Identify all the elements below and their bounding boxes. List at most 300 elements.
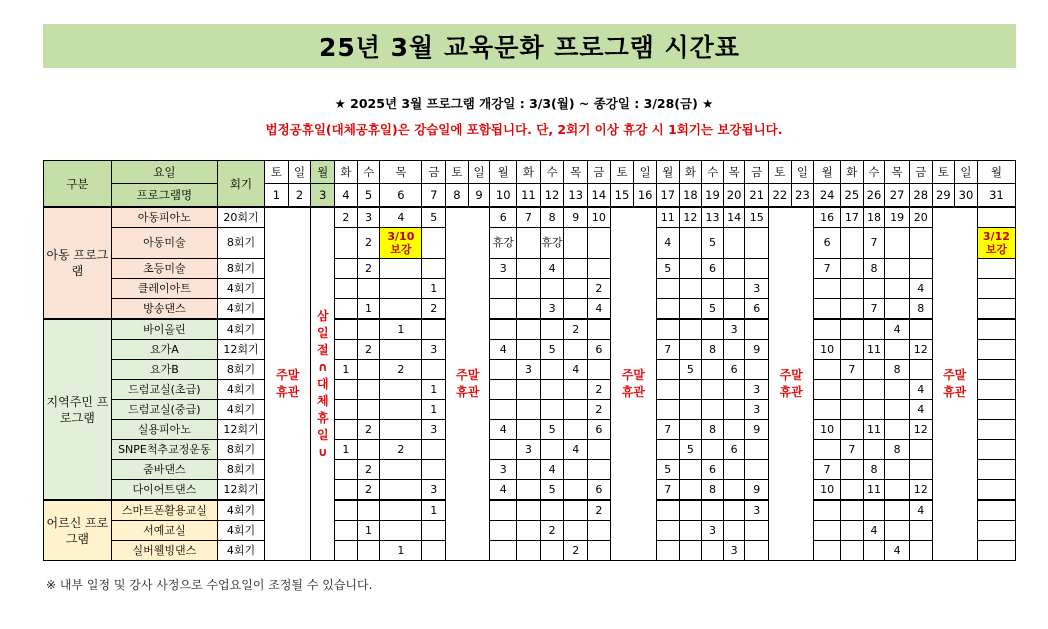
session-mark xyxy=(517,259,541,279)
session-mark xyxy=(490,440,517,460)
session-mark xyxy=(814,521,841,541)
date-cell: 9 xyxy=(468,184,490,208)
program-name: 방송댄스 xyxy=(111,299,217,320)
session-mark xyxy=(422,541,446,561)
session-mark xyxy=(540,360,564,380)
header-group: 구분 xyxy=(44,161,112,208)
session-mark: 6 xyxy=(745,299,769,320)
session-mark xyxy=(335,259,358,279)
session-mark xyxy=(679,420,702,440)
date-cell: 29 xyxy=(932,184,955,208)
session-count: 4회기 xyxy=(217,319,264,340)
date-cell: 11 xyxy=(517,184,541,208)
table-row xyxy=(44,360,1016,380)
session-mark xyxy=(380,340,422,360)
session-mark: 6 xyxy=(702,460,724,480)
session-mark xyxy=(841,259,864,279)
session-mark xyxy=(656,400,679,420)
session-count: 8회기 xyxy=(217,360,264,380)
session-mark: 3/10 보강 xyxy=(380,228,422,259)
session-mark xyxy=(517,541,541,561)
session-mark xyxy=(679,541,702,561)
session-mark xyxy=(841,541,864,561)
session-count: 4회기 xyxy=(217,541,264,561)
session-mark xyxy=(422,259,446,279)
program-name: 초등미술 xyxy=(111,259,217,279)
session-mark xyxy=(841,500,864,521)
session-mark xyxy=(380,521,422,541)
program-name: 클레이아트 xyxy=(111,279,217,299)
session-mark: 5 xyxy=(656,460,679,480)
session-mark xyxy=(977,460,1015,480)
session-mark xyxy=(357,400,380,420)
session-mark xyxy=(564,228,588,259)
session-mark: 1 xyxy=(422,400,446,420)
session-mark: 휴강 xyxy=(540,228,564,259)
session-mark xyxy=(841,299,864,320)
session-mark xyxy=(540,319,564,340)
holiday-closure: 삼일절∩대체휴일∪ xyxy=(311,207,335,561)
session-mark xyxy=(380,299,422,320)
session-mark: 10 xyxy=(814,480,841,501)
session-mark xyxy=(745,440,769,460)
session-mark xyxy=(885,420,910,440)
date-cell: 18 xyxy=(679,184,702,208)
date-cell: 7 xyxy=(422,184,446,208)
session-mark: 3/12 보강 xyxy=(977,228,1015,259)
session-count: 8회기 xyxy=(217,228,264,259)
weekday-cell: 토 xyxy=(446,161,469,184)
session-mark xyxy=(679,521,702,541)
session-mark xyxy=(885,460,910,480)
session-mark xyxy=(588,440,611,460)
session-mark: 3 xyxy=(517,360,541,380)
date-cell: 27 xyxy=(885,184,910,208)
session-mark: 8 xyxy=(863,259,885,279)
session-mark xyxy=(679,228,702,259)
date-cell: 2 xyxy=(288,184,311,208)
session-mark: 7 xyxy=(517,207,541,228)
session-mark xyxy=(588,541,611,561)
session-mark: 9 xyxy=(745,340,769,360)
program-name: 요가A xyxy=(111,340,217,360)
session-count: 4회기 xyxy=(217,521,264,541)
session-mark xyxy=(517,480,541,501)
session-mark xyxy=(909,319,932,340)
session-mark: 11 xyxy=(656,207,679,228)
session-mark: 10 xyxy=(814,420,841,440)
session-mark: 7 xyxy=(841,360,864,380)
session-mark xyxy=(909,541,932,561)
session-mark xyxy=(863,500,885,521)
weekday-cell: 토 xyxy=(610,161,634,184)
session-mark xyxy=(679,480,702,501)
weekday-cell: 화 xyxy=(517,161,541,184)
session-mark: 6 xyxy=(723,440,745,460)
weekend-closure: 주말 휴관 xyxy=(446,207,490,561)
session-mark xyxy=(656,380,679,400)
session-mark xyxy=(656,299,679,320)
session-mark xyxy=(517,380,541,400)
weekday-cell: 일 xyxy=(955,161,978,184)
session-mark xyxy=(745,541,769,561)
session-mark xyxy=(422,360,446,380)
session-mark: 9 xyxy=(745,420,769,440)
session-mark xyxy=(335,480,358,501)
session-mark: 4 xyxy=(490,480,517,501)
session-mark: 2 xyxy=(335,207,358,228)
date-cell: 16 xyxy=(634,184,657,208)
session-mark: 5 xyxy=(679,360,702,380)
weekday-cell: 수 xyxy=(702,161,724,184)
session-mark: 7 xyxy=(656,340,679,360)
table-row xyxy=(44,259,1016,279)
session-mark xyxy=(335,541,358,561)
session-mark: 8 xyxy=(702,480,724,501)
session-mark: 2 xyxy=(588,380,611,400)
program-name: 줌바댄스 xyxy=(111,460,217,480)
session-mark: 3 xyxy=(745,279,769,299)
session-mark: 4 xyxy=(885,319,910,340)
date-cell: 15 xyxy=(610,184,634,208)
weekday-cell: 월 xyxy=(814,161,841,184)
date-cell: 20 xyxy=(723,184,745,208)
session-mark xyxy=(656,440,679,460)
date-cell: 14 xyxy=(588,184,611,208)
session-mark xyxy=(490,360,517,380)
session-mark: 10 xyxy=(814,340,841,360)
session-mark: 5 xyxy=(679,440,702,460)
table-row xyxy=(44,207,1016,228)
session-mark: 6 xyxy=(814,228,841,259)
session-mark xyxy=(841,279,864,299)
weekday-cell: 토 xyxy=(932,161,955,184)
session-mark: 4 xyxy=(588,299,611,320)
program-name: 다이어트댄스 xyxy=(111,480,217,501)
session-mark: 7 xyxy=(863,299,885,320)
session-mark xyxy=(517,420,541,440)
session-mark: 8 xyxy=(885,360,910,380)
session-mark xyxy=(656,319,679,340)
session-mark: 6 xyxy=(588,420,611,440)
session-mark xyxy=(977,319,1015,340)
session-mark xyxy=(885,228,910,259)
session-mark: 8 xyxy=(702,340,724,360)
weekday-cell: 토 xyxy=(265,161,289,184)
session-mark xyxy=(517,340,541,360)
session-mark xyxy=(885,400,910,420)
session-mark xyxy=(885,299,910,320)
session-mark xyxy=(679,319,702,340)
session-mark: 2 xyxy=(357,480,380,501)
session-mark: 4 xyxy=(564,360,588,380)
session-mark xyxy=(490,400,517,420)
session-count: 12회기 xyxy=(217,340,264,360)
session-mark xyxy=(490,380,517,400)
session-mark xyxy=(540,380,564,400)
session-mark xyxy=(723,299,745,320)
session-mark xyxy=(380,460,422,480)
session-mark xyxy=(517,500,541,521)
session-mark: 2 xyxy=(564,319,588,340)
date-cell: 21 xyxy=(745,184,769,208)
session-mark xyxy=(702,541,724,561)
session-mark: 6 xyxy=(588,480,611,501)
session-mark xyxy=(745,521,769,541)
session-count: 4회기 xyxy=(217,400,264,420)
date-cell: 25 xyxy=(841,184,864,208)
group-label: 어르신 프로그램 xyxy=(44,500,112,561)
session-mark xyxy=(490,500,517,521)
session-mark: 2 xyxy=(588,500,611,521)
session-mark xyxy=(679,500,702,521)
session-mark xyxy=(841,228,864,259)
session-mark xyxy=(977,360,1015,380)
weekday-cell: 월 xyxy=(490,161,517,184)
table-row xyxy=(44,400,1016,420)
session-mark xyxy=(977,420,1015,440)
session-mark: 3 xyxy=(723,541,745,561)
session-mark: 13 xyxy=(702,207,724,228)
session-mark xyxy=(335,460,358,480)
session-count: 12회기 xyxy=(217,420,264,440)
session-mark: 1 xyxy=(422,380,446,400)
session-mark: 3 xyxy=(745,400,769,420)
session-mark xyxy=(723,259,745,279)
date-cell: 6 xyxy=(380,184,422,208)
session-mark xyxy=(841,340,864,360)
date-cell: 13 xyxy=(564,184,588,208)
session-mark: 11 xyxy=(863,420,885,440)
session-mark: 3 xyxy=(723,319,745,340)
session-mark: 1 xyxy=(380,541,422,561)
session-mark xyxy=(490,299,517,320)
session-mark: 12 xyxy=(679,207,702,228)
session-mark: 8 xyxy=(863,460,885,480)
session-mark: 12 xyxy=(909,480,932,501)
session-mark: 2 xyxy=(588,400,611,420)
session-mark: 3 xyxy=(490,460,517,480)
session-count: 20회기 xyxy=(217,207,264,228)
session-mark xyxy=(723,420,745,440)
session-mark: 1 xyxy=(357,299,380,320)
session-mark xyxy=(656,500,679,521)
date-cell: 3 xyxy=(311,184,335,208)
session-mark xyxy=(977,480,1015,501)
weekend-closure: 주말 휴관 xyxy=(610,207,656,561)
weekday-cell: 금 xyxy=(588,161,611,184)
session-mark xyxy=(745,460,769,480)
table-row xyxy=(44,279,1016,299)
session-mark xyxy=(977,500,1015,521)
session-mark xyxy=(357,319,380,340)
session-mark xyxy=(863,400,885,420)
weekday-cell: 수 xyxy=(863,161,885,184)
session-mark xyxy=(863,360,885,380)
session-mark xyxy=(841,480,864,501)
session-mark xyxy=(380,380,422,400)
session-mark xyxy=(564,420,588,440)
session-mark: 5 xyxy=(540,420,564,440)
date-cell: 24 xyxy=(814,184,841,208)
session-mark xyxy=(380,480,422,501)
session-mark: 11 xyxy=(863,480,885,501)
session-mark: 4 xyxy=(656,228,679,259)
session-mark xyxy=(814,541,841,561)
session-mark xyxy=(909,228,932,259)
session-count: 12회기 xyxy=(217,480,264,501)
session-mark: 2 xyxy=(380,360,422,380)
weekday-cell: 금 xyxy=(909,161,932,184)
weekday-cell: 일 xyxy=(634,161,657,184)
weekday-cell: 월 xyxy=(977,161,1015,184)
page-title: 25년 3월 교육문화 프로그램 시간표 xyxy=(43,24,1016,68)
session-mark xyxy=(517,299,541,320)
session-mark xyxy=(977,521,1015,541)
session-mark: 5 xyxy=(540,340,564,360)
session-mark xyxy=(909,440,932,460)
session-mark: 4 xyxy=(909,279,932,299)
session-mark: 7 xyxy=(841,440,864,460)
session-mark xyxy=(679,259,702,279)
weekday-cell: 목 xyxy=(723,161,745,184)
session-mark: 3 xyxy=(745,380,769,400)
date-cell: 31 xyxy=(977,184,1015,208)
session-mark xyxy=(679,299,702,320)
session-count: 4회기 xyxy=(217,500,264,521)
session-mark xyxy=(335,500,358,521)
session-mark xyxy=(490,541,517,561)
session-mark xyxy=(814,440,841,460)
session-mark xyxy=(702,360,724,380)
session-mark xyxy=(841,521,864,541)
session-mark xyxy=(723,228,745,259)
holiday-notice: 법정공휴일(대체공휴일)은 강습일에 포함됩니다. 단, 2회기 이상 휴강 시 1회기는 보강됩니다. xyxy=(265,122,783,137)
session-mark xyxy=(357,380,380,400)
session-mark: 2 xyxy=(540,521,564,541)
session-mark: 5 xyxy=(540,480,564,501)
session-mark xyxy=(723,340,745,360)
date-cell: 10 xyxy=(490,184,517,208)
session-mark xyxy=(745,319,769,340)
session-mark xyxy=(885,259,910,279)
session-mark: 5 xyxy=(656,259,679,279)
session-mark: 휴강 xyxy=(490,228,517,259)
session-mark xyxy=(540,440,564,460)
program-name: 요가B xyxy=(111,360,217,380)
date-cell: 8 xyxy=(446,184,469,208)
session-mark xyxy=(564,340,588,360)
session-mark xyxy=(564,259,588,279)
session-mark xyxy=(335,228,358,259)
session-mark xyxy=(380,259,422,279)
session-mark: 3 xyxy=(422,420,446,440)
session-mark xyxy=(588,521,611,541)
session-mark: 1 xyxy=(422,500,446,521)
session-mark: 7 xyxy=(656,480,679,501)
session-mark xyxy=(745,228,769,259)
session-mark: 12 xyxy=(909,420,932,440)
session-mark: 3 xyxy=(422,340,446,360)
session-mark: 4 xyxy=(863,521,885,541)
weekday-cell: 화 xyxy=(679,161,702,184)
session-mark xyxy=(380,420,422,440)
session-mark: 4 xyxy=(885,541,910,561)
session-mark: 4 xyxy=(909,400,932,420)
program-name: 아동미술 xyxy=(111,228,217,259)
session-mark: 7 xyxy=(814,460,841,480)
session-mark: 3 xyxy=(745,500,769,521)
weekday-cell: 일 xyxy=(791,161,814,184)
session-mark: 8 xyxy=(909,299,932,320)
session-mark xyxy=(517,521,541,541)
session-mark: 5 xyxy=(702,228,724,259)
session-mark xyxy=(814,319,841,340)
session-mark xyxy=(702,380,724,400)
session-mark xyxy=(863,541,885,561)
session-mark xyxy=(679,460,702,480)
session-count: 4회기 xyxy=(217,279,264,299)
session-mark xyxy=(745,360,769,380)
session-mark: 2 xyxy=(357,228,380,259)
weekday-cell: 화 xyxy=(841,161,864,184)
table-row xyxy=(44,541,1016,561)
program-name: 서예교실 xyxy=(111,521,217,541)
session-mark xyxy=(679,400,702,420)
session-mark xyxy=(588,360,611,380)
program-name: 실버웰빙댄스 xyxy=(111,541,217,561)
session-mark xyxy=(517,279,541,299)
session-mark xyxy=(863,440,885,460)
session-mark xyxy=(357,279,380,299)
session-mark xyxy=(380,279,422,299)
session-mark xyxy=(863,380,885,400)
session-mark: 5 xyxy=(702,299,724,320)
session-mark xyxy=(977,440,1015,460)
table-row xyxy=(44,440,1016,460)
session-mark xyxy=(723,400,745,420)
program-name: 드럼교실(중급) xyxy=(111,400,217,420)
session-mark: 4 xyxy=(909,500,932,521)
date-cell: 26 xyxy=(863,184,885,208)
session-mark: 6 xyxy=(588,340,611,360)
session-count: 4회기 xyxy=(217,299,264,320)
session-mark xyxy=(564,380,588,400)
session-mark xyxy=(656,360,679,380)
session-mark: 3 xyxy=(540,299,564,320)
date-cell: 12 xyxy=(540,184,564,208)
session-mark xyxy=(564,521,588,541)
session-mark: 12 xyxy=(909,340,932,360)
table-row xyxy=(44,480,1016,501)
session-mark xyxy=(540,500,564,521)
session-mark xyxy=(335,299,358,320)
table-row xyxy=(44,460,1016,480)
weekday-cell: 일 xyxy=(468,161,490,184)
session-mark xyxy=(841,400,864,420)
weekday-cell: 월 xyxy=(311,161,335,184)
date-cell: 1 xyxy=(265,184,289,208)
session-mark xyxy=(841,460,864,480)
session-mark xyxy=(909,259,932,279)
session-mark: 20 xyxy=(909,207,932,228)
session-mark xyxy=(702,400,724,420)
footnote: ※ 내부 일정 및 강사 사정으로 수업요일이 조정될 수 있습니다. xyxy=(46,578,373,592)
session-mark xyxy=(490,521,517,541)
session-mark: 5 xyxy=(422,207,446,228)
session-mark xyxy=(702,440,724,460)
session-count: 4회기 xyxy=(217,380,264,400)
